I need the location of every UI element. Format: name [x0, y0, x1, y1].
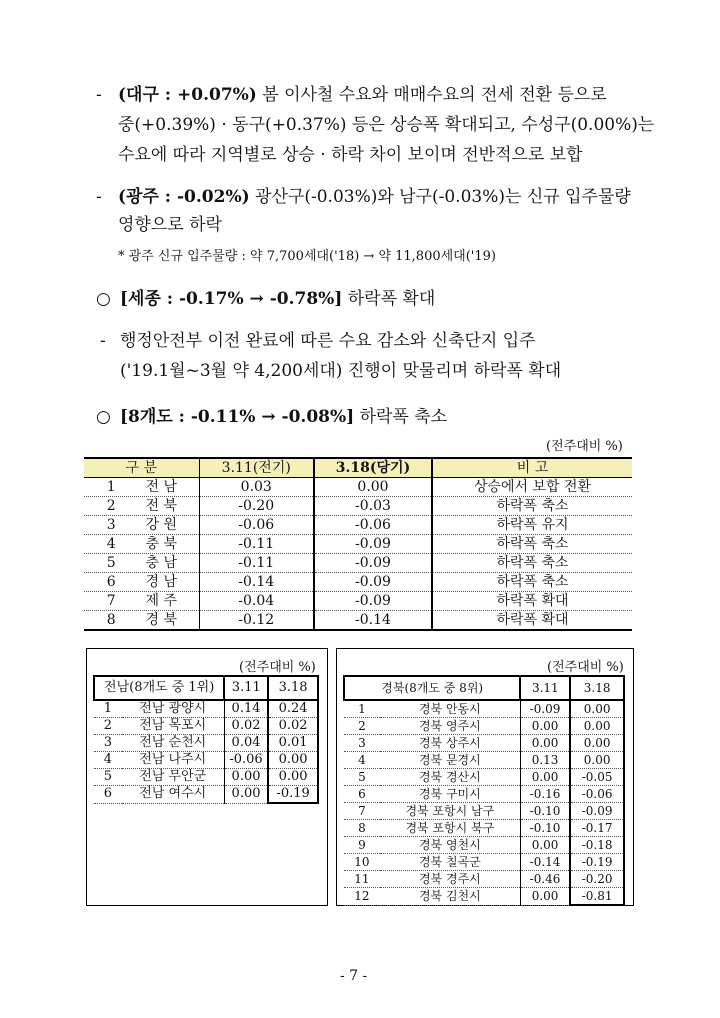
- 8do-tail: 하락폭 축소: [354, 407, 448, 427]
- jeonnam-row-index: 2: [94, 718, 122, 735]
- daegu-line2: 중(+0.39%) · 동구(+0.37%) 등은 상승폭 확대되고, 수성구(0.00%)는: [118, 115, 655, 135]
- gyeongbuk-row-city: 경북 문경시: [380, 752, 521, 769]
- gyeongbuk-row-cur: 0.00: [570, 752, 624, 769]
- jeonnam-row-city: 전남 여수시: [122, 786, 225, 804]
- row-category: [84, 611, 199, 631]
- gyeongbuk-row-city: 경북 포항시 북구: [380, 820, 521, 837]
- gyeongbuk-row-index: 9: [344, 837, 380, 854]
- gyeongbuk-row-index: 6: [344, 786, 380, 803]
- row-category: [84, 497, 199, 516]
- row-province: 충 북: [145, 536, 177, 552]
- gwangju-note: * 광주 신규 입주물량 : 약 7,700세대('18) → 약 11,800세대('19): [118, 249, 496, 264]
- gyeongbuk-row-prev: 0.00: [520, 718, 570, 735]
- gyeongbuk-row: [344, 837, 624, 854]
- gyeongbuk-row-city: 경북 안동시: [380, 700, 521, 718]
- gyeongbuk-unit: (전주대비 %): [547, 660, 624, 675]
- gyeongbuk-row-prev: 0.00: [520, 769, 570, 786]
- gyeongbuk-row-cur: -0.19: [570, 854, 624, 871]
- row-province: 경 북: [145, 612, 177, 628]
- row-index: 2: [106, 498, 116, 514]
- jeonnam-row-prev: 0.00: [224, 769, 268, 786]
- jeonnam-row-city: 전남 광양시: [122, 700, 225, 718]
- sejong-tail: 하락폭 확대: [342, 289, 436, 309]
- gyeongbuk-row-index: 10: [344, 854, 380, 871]
- jeonnam-row-prev: 0.14: [224, 700, 268, 718]
- gyeongbuk-header-region: 경북(8개도 중 8위): [344, 676, 520, 700]
- gyeongbuk-row: [344, 888, 624, 906]
- gyeongbuk-row-index: 8: [344, 820, 380, 837]
- row-prev: -0.11: [199, 554, 314, 573]
- row-prev: -0.14: [199, 573, 314, 592]
- gyeongbuk-row-index: 2: [344, 718, 380, 735]
- sejong-label: [세종 : -0.17% → -0.78%]: [120, 289, 343, 309]
- row-prev: -0.04: [199, 592, 314, 611]
- gyeongbuk-row-city: 경북 김천시: [380, 888, 521, 906]
- sejong-line1: 행정안전부 이전 완료에 따른 수요 감소와 신축단지 입주: [120, 331, 536, 351]
- row-remark: 하락폭 축소: [432, 535, 632, 554]
- row-current: -0.09: [314, 573, 432, 592]
- province-row: [84, 478, 632, 497]
- row-remark: 하락폭 확대: [432, 611, 632, 631]
- jeonnam-row: [94, 735, 318, 752]
- jeonnam-row-cur: 0.00: [268, 752, 318, 769]
- jeonnam-row-cur: -0.19: [268, 786, 318, 804]
- row-prev: -0.20: [199, 497, 314, 516]
- gyeongbuk-row-city: 경북 상주시: [380, 735, 521, 752]
- gyeongbuk-row-city: 경북 영주시: [380, 718, 521, 735]
- jeonnam-row-index: 5: [94, 769, 122, 786]
- gyeongbuk-row-index: 4: [344, 752, 380, 769]
- gyeongbuk-box: [336, 648, 634, 906]
- gwangju-line2: 영향으로 하락: [118, 215, 222, 235]
- jeonnam-row-prev: 0.02: [224, 718, 268, 735]
- header-prev: 3.11(전기): [199, 458, 314, 478]
- row-index: 5: [106, 555, 116, 571]
- jeonnam-box: [86, 648, 328, 906]
- gyeongbuk-row-prev: -0.09: [520, 700, 570, 718]
- gyeongbuk-row: [344, 820, 624, 837]
- gyeongbuk-row-cur: -0.18: [570, 837, 624, 854]
- header-category: 구 분: [84, 458, 199, 478]
- row-prev: -0.12: [199, 611, 314, 631]
- row-category: [84, 535, 199, 554]
- row-category: [84, 478, 199, 497]
- gyeongbuk-header-cur: 3.18: [570, 676, 624, 700]
- gyeongbuk-row-cur: 0.00: [570, 718, 624, 735]
- row-current: -0.09: [314, 592, 432, 611]
- header-remarks: 비 고: [432, 458, 632, 478]
- jeonnam-row: [94, 700, 318, 718]
- gyeongbuk-row-cur: -0.09: [570, 803, 624, 820]
- province-row: [84, 554, 632, 573]
- row-province: 강 원: [145, 517, 177, 533]
- jeonnam-header-region: 전남(8개도 중 1위): [94, 676, 224, 700]
- row-index: 6: [106, 574, 116, 590]
- row-category: [84, 554, 199, 573]
- gyeongbuk-row-index: 1: [344, 700, 380, 718]
- jeonnam-row-cur: 0.00: [268, 769, 318, 786]
- row-current: 0.00: [314, 478, 432, 497]
- jeonnam-row-prev: 0.00: [224, 786, 268, 804]
- gyeongbuk-row-cur: -0.06: [570, 786, 624, 803]
- gyeongbuk-row: [344, 769, 624, 786]
- gyeongbuk-row-cur: 0.00: [570, 735, 624, 752]
- jeonnam-row-city: 전남 목포시: [122, 718, 225, 735]
- jeonnam-row-city: 전남 무안군: [122, 769, 225, 786]
- gyeongbuk-row-prev: 0.00: [520, 837, 570, 854]
- jeonnam-unit: (전주대비 %): [239, 660, 316, 675]
- province-table-header: [84, 458, 632, 478]
- gyeongbuk-row: [344, 700, 624, 718]
- main-table-unit: (전주대비 %): [546, 439, 623, 454]
- jeonnam-row-index: 1: [94, 700, 122, 718]
- row-prev: -0.06: [199, 516, 314, 535]
- daegu-line1: [118, 80, 607, 110]
- gwangju-text1: 광산구(-0.03%)와 남구(-0.03%)는 신규 입주물량: [249, 187, 631, 207]
- row-remark: 하락폭 축소: [432, 554, 632, 573]
- jeonnam-row: [94, 752, 318, 769]
- row-remark: 하락폭 축소: [432, 497, 632, 516]
- jeonnam-row-index: 6: [94, 786, 122, 804]
- gyeongbuk-row-city: 경북 경산시: [380, 769, 521, 786]
- jeonnam-row-city: 전남 순천시: [122, 735, 225, 752]
- gyeongbuk-header-prev: 3.11: [520, 676, 570, 700]
- row-index: 8: [106, 612, 116, 628]
- gwangju-line1: [118, 182, 631, 212]
- 8do-label: [8개도 : -0.11% → -0.08%]: [120, 407, 355, 427]
- row-current: -0.06: [314, 516, 432, 535]
- daegu-dash: -: [96, 85, 102, 105]
- jeonnam-row-prev: -0.06: [224, 752, 268, 769]
- gyeongbuk-row-city: 경북 포항시 남구: [380, 803, 521, 820]
- jeonnam-header-cur: 3.18: [268, 676, 318, 700]
- row-index: 1: [106, 479, 116, 495]
- gyeongbuk-row-city: 경북 경주시: [380, 871, 521, 888]
- row-province: 전 북: [145, 498, 177, 514]
- gyeongbuk-row-index: 7: [344, 803, 380, 820]
- row-current: -0.09: [314, 554, 432, 573]
- gyeongbuk-row-city: 경북 칠곡군: [380, 854, 521, 871]
- row-index: 3: [106, 517, 116, 533]
- jeonnam-row-cur: 0.02: [268, 718, 318, 735]
- row-category: [84, 573, 199, 592]
- gyeongbuk-table: [343, 675, 625, 906]
- row-prev: 0.03: [199, 478, 314, 497]
- province-row: [84, 611, 632, 631]
- row-current: -0.09: [314, 535, 432, 554]
- jeonnam-header-prev: 3.11: [224, 676, 268, 700]
- province-row: [84, 516, 632, 535]
- jeonnam-row: [94, 786, 318, 804]
- sejong-bullet: ○: [96, 289, 111, 309]
- daegu-label: (대구 : +0.07%): [118, 85, 257, 105]
- header-current: 3.18(당기): [314, 458, 432, 478]
- gyeongbuk-row-prev: -0.14: [520, 854, 570, 871]
- jeonnam-row-prev: 0.04: [224, 735, 268, 752]
- daegu-line3: 수요에 따라 지역별로 상승 · 하락 차이 보이며 전반적으로 보합: [118, 145, 583, 165]
- gyeongbuk-row-prev: 0.13: [520, 752, 570, 769]
- gyeongbuk-row: [344, 871, 624, 888]
- row-province: 충 남: [145, 555, 177, 571]
- province-row: [84, 592, 632, 611]
- row-remark: 하락폭 유지: [432, 516, 632, 535]
- gwangju-label: (광주 : -0.02%): [118, 187, 250, 207]
- row-remark: 상승에서 보합 전환: [432, 478, 632, 497]
- row-category: [84, 516, 199, 535]
- sejong-heading: [120, 284, 435, 314]
- gyeongbuk-row-prev: -0.46: [520, 871, 570, 888]
- 8do-bullet: ○: [96, 407, 111, 427]
- gyeongbuk-row-prev: -0.10: [520, 820, 570, 837]
- jeonnam-row: [94, 718, 318, 735]
- gyeongbuk-row-cur: -0.17: [570, 820, 624, 837]
- jeonnam-row-cur: 0.01: [268, 735, 318, 752]
- gyeongbuk-row: [344, 803, 624, 820]
- sejong-line2: ('19.1월~3월 약 4,200세대) 진행이 맞물리며 하락폭 확대: [120, 361, 562, 381]
- gyeongbuk-row: [344, 735, 624, 752]
- province-row: [84, 573, 632, 592]
- daegu-text1: 봄 이사철 수요와 매매수요의 전세 전환 등으로: [256, 85, 607, 105]
- row-index: 7: [106, 593, 116, 609]
- gyeongbuk-row-cur: -0.81: [570, 888, 624, 906]
- gyeongbuk-row: [344, 752, 624, 769]
- gyeongbuk-row-index: 5: [344, 769, 380, 786]
- gyeongbuk-header: [344, 676, 624, 700]
- gyeongbuk-row-city: 경북 구미시: [380, 786, 521, 803]
- province-row: [84, 497, 632, 516]
- row-province: 경 남: [145, 574, 177, 590]
- province-table: [84, 457, 632, 631]
- jeonnam-row-index: 4: [94, 752, 122, 769]
- gyeongbuk-row-prev: -0.10: [520, 803, 570, 820]
- row-remark: 하락폭 축소: [432, 573, 632, 592]
- gyeongbuk-row-index: 11: [344, 871, 380, 888]
- jeonnam-header: [94, 676, 318, 700]
- page-number: - 7 -: [340, 968, 368, 984]
- gyeongbuk-row-index: 3: [344, 735, 380, 752]
- row-prev: -0.11: [199, 535, 314, 554]
- gyeongbuk-row: [344, 718, 624, 735]
- gyeongbuk-row-prev: -0.16: [520, 786, 570, 803]
- row-current: -0.03: [314, 497, 432, 516]
- gyeongbuk-row: [344, 854, 624, 871]
- sejong-dash: -: [100, 331, 106, 351]
- row-province: 전 남: [145, 479, 177, 495]
- gyeongbuk-row-prev: 0.00: [520, 888, 570, 906]
- jeonnam-row-index: 3: [94, 735, 122, 752]
- jeonnam-table: [93, 675, 319, 804]
- row-index: 4: [106, 536, 116, 552]
- jeonnam-row-city: 전남 나주시: [122, 752, 225, 769]
- gyeongbuk-row-city: 경북 영천시: [380, 837, 521, 854]
- row-category: [84, 592, 199, 611]
- jeonnam-row: [94, 769, 318, 786]
- gyeongbuk-row-index: 12: [344, 888, 380, 906]
- gwangju-dash: -: [96, 187, 102, 207]
- gyeongbuk-row: [344, 786, 624, 803]
- gyeongbuk-row-cur: -0.20: [570, 871, 624, 888]
- row-province: 제 주: [145, 593, 177, 609]
- province-row: [84, 535, 632, 554]
- row-remark: 하락폭 확대: [432, 592, 632, 611]
- jeonnam-row-cur: 0.24: [268, 700, 318, 718]
- row-current: -0.14: [314, 611, 432, 631]
- gyeongbuk-row-cur: -0.05: [570, 769, 624, 786]
- gyeongbuk-row-prev: 0.00: [520, 735, 570, 752]
- 8do-heading: [120, 402, 447, 432]
- gyeongbuk-row-cur: 0.00: [570, 700, 624, 718]
